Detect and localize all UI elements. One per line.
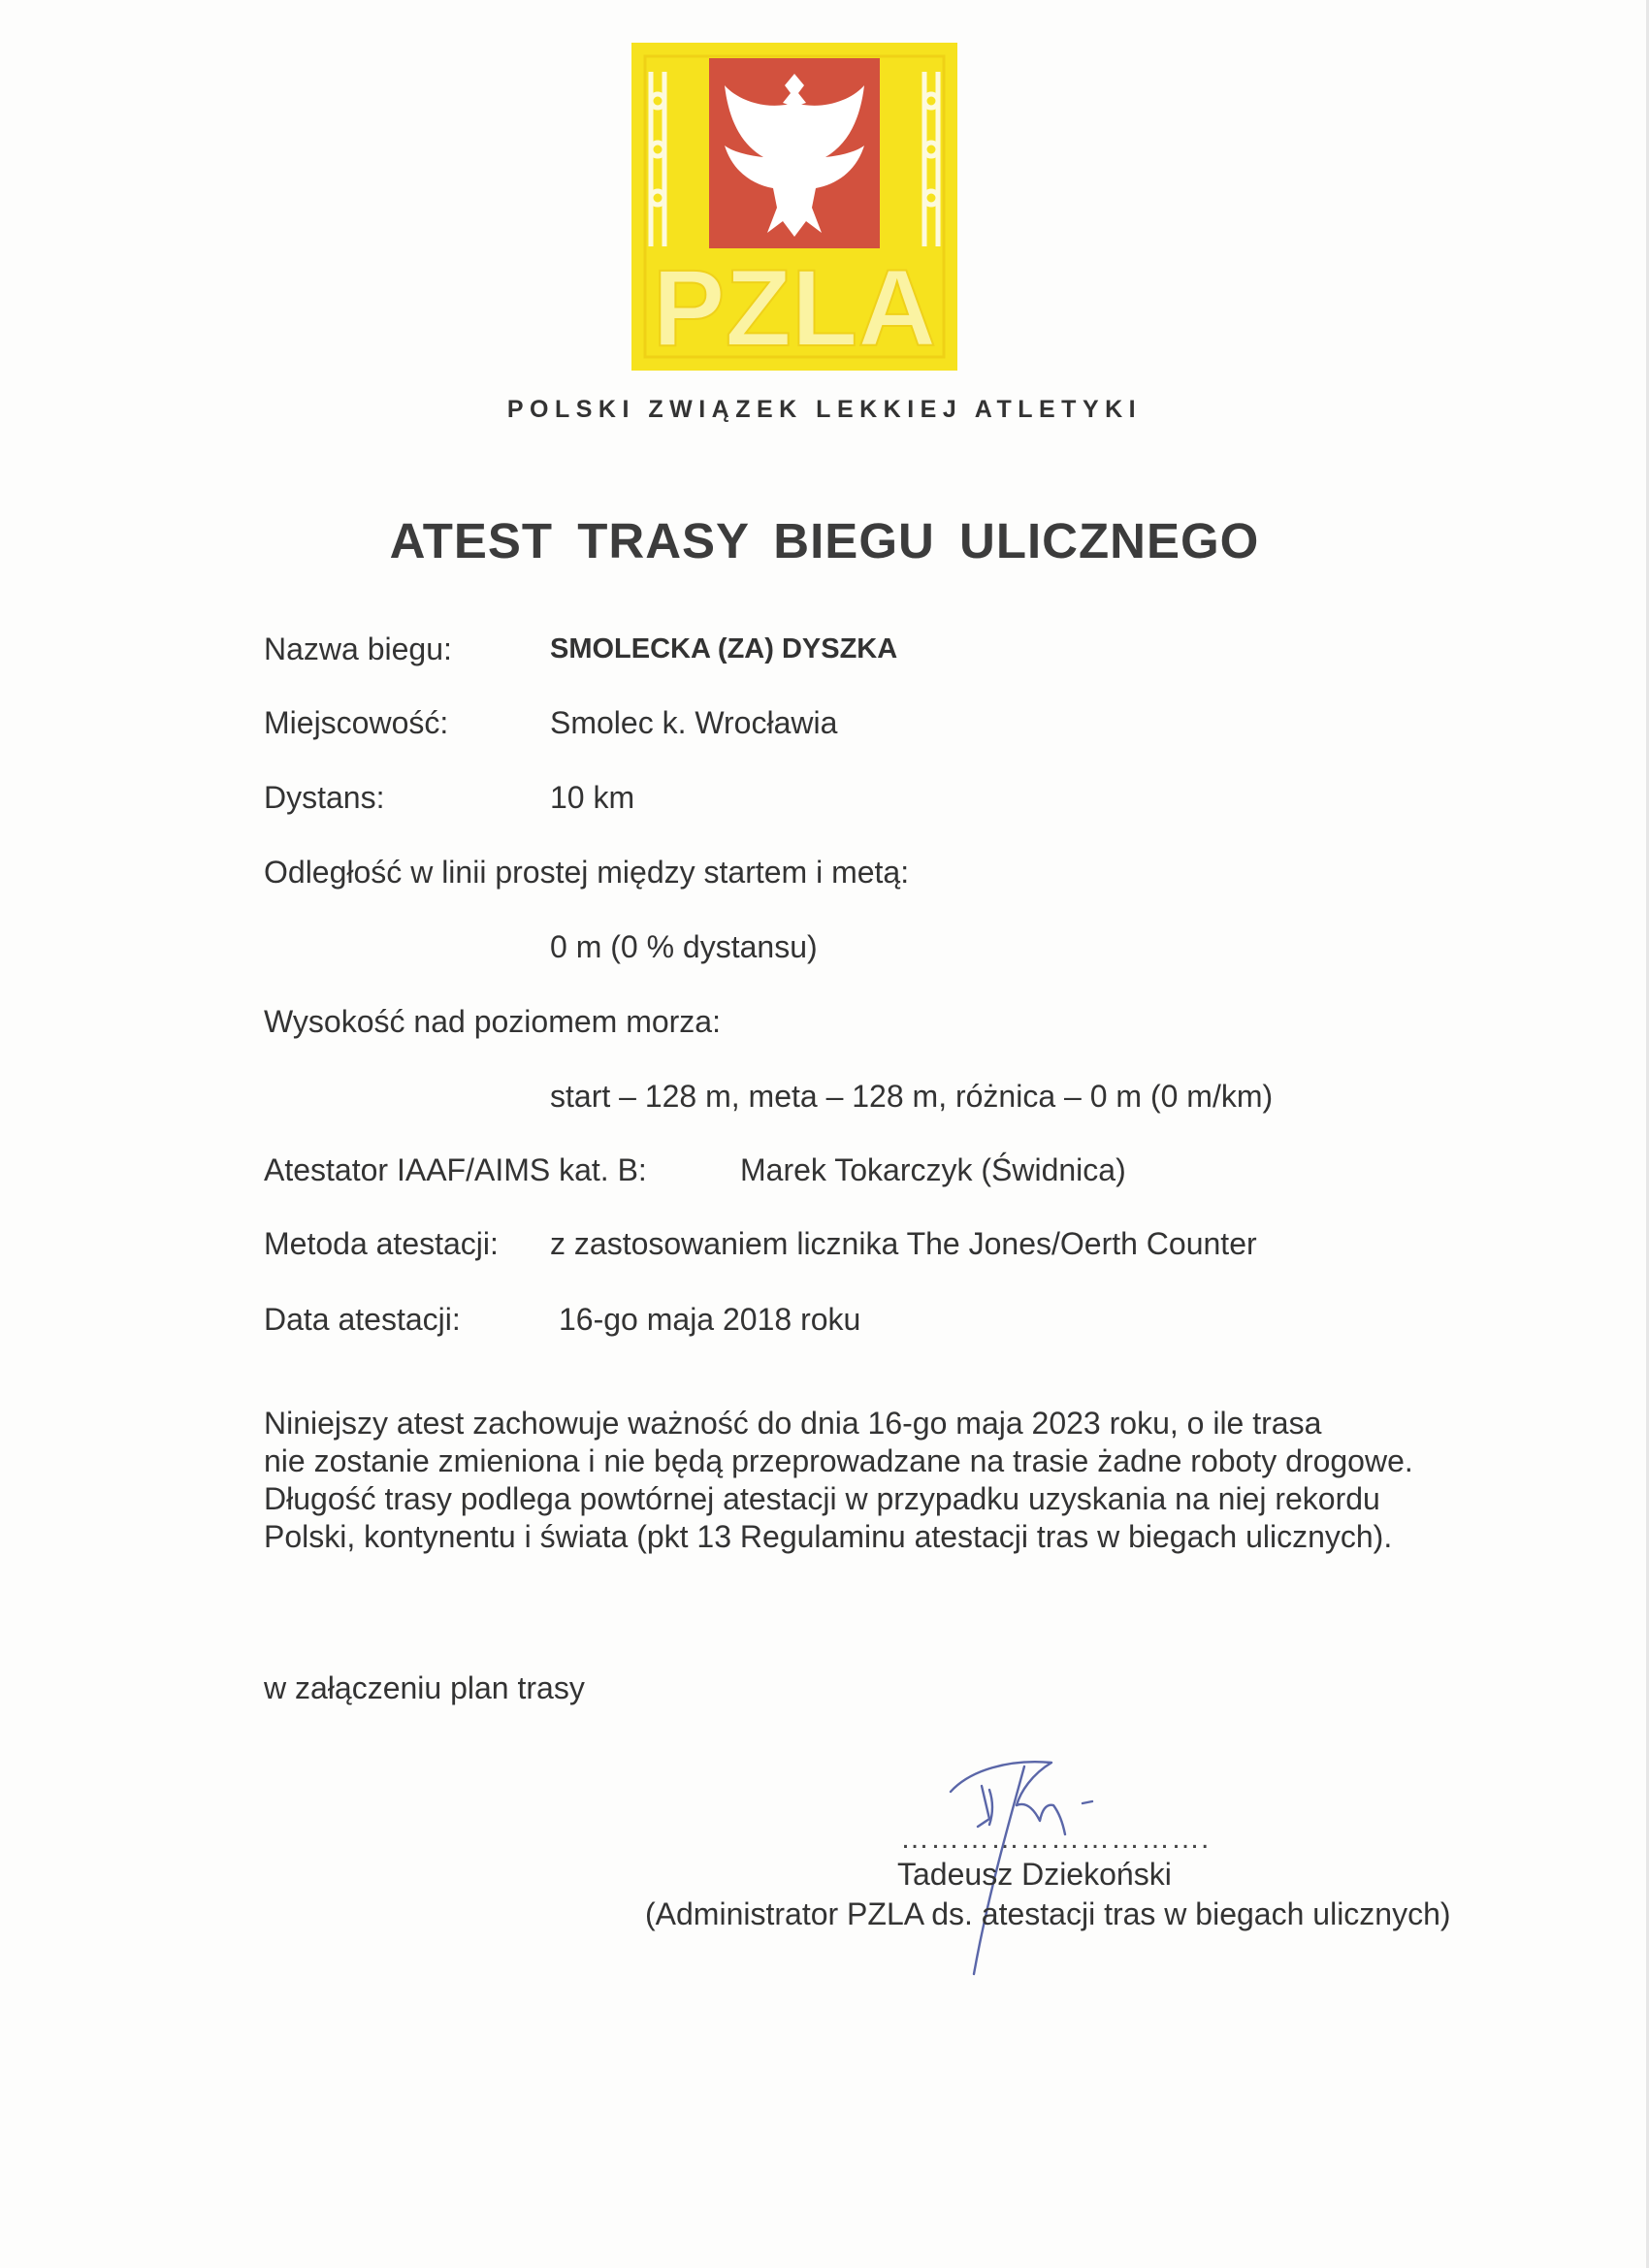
certifier-value: Marek Tokarczyk (Świdnica) [740,1152,1126,1187]
signatory-name: Tadeusz Dziekoński [897,1857,1172,1892]
certifier-label: Atestator IAAF/AIMS kat. B: [264,1152,647,1187]
race-name-label: Nazwa biegu: [264,632,452,666]
altitude-value: start – 128 m, meta – 128 m, różnica – 0 m (0 m/km) [550,1079,1274,1114]
validity-line: Polski, kontynentu i świata (pkt 13 Regulaminu atestacji tras w biegach ulicznych). [264,1519,1393,1554]
distance-value: 10 km [550,780,635,815]
straight-line-label: Odległość w linii prostej między startem i metą: [264,855,910,890]
date-value: 16-go maja 2018 roku [559,1302,861,1337]
organization-name: POLSKI ZWIĄZEK LEKKIEJ ATLETYKI [506,396,1143,423]
method-value: z zastosowaniem licznika The Jones/Oerth Counter [550,1226,1257,1261]
validity-line: nie zostanie zmieniona i nie będą przeprowadzane na trasie żadne roboty drogowe. [264,1443,1413,1478]
race-name-value: SMOLECKA (ZA) DYSZKA [550,633,898,664]
validity-line: Niniejszy atest zachowuje ważność do dnia 16-go maja 2023 roku, o ile trasa [264,1406,1322,1441]
altitude-label: Wysokość nad poziomem morza: [264,1004,721,1039]
svg-text:PZLA: PZLA [652,247,937,369]
place-label: Miejscowość: [264,705,449,740]
distance-label: Dystans: [264,780,385,815]
pzla-logo [631,43,957,371]
method-label: Metoda atestacji: [264,1226,499,1261]
validity-paragraph [264,1405,1525,1556]
page-title: ATEST TRASY BIEGU ULICZNEGO [389,513,1260,568]
signature-line: …………………………. [900,1823,1211,1855]
attachment-note: w załączeniu plan trasy [264,1670,585,1705]
validity-line: Długość trasy podlega powtórnej atestacji w przypadku uzyskania na niej rekordu [264,1481,1380,1516]
date-label: Data atestacji: [264,1302,461,1337]
signatory-role: (Administrator PZLA ds. atestacji tras w biegach ulicznych) [645,1896,1451,1931]
straight-line-value: 0 m (0 % dystansu) [550,929,818,964]
place-value: Smolec k. Wrocławia [550,705,838,740]
